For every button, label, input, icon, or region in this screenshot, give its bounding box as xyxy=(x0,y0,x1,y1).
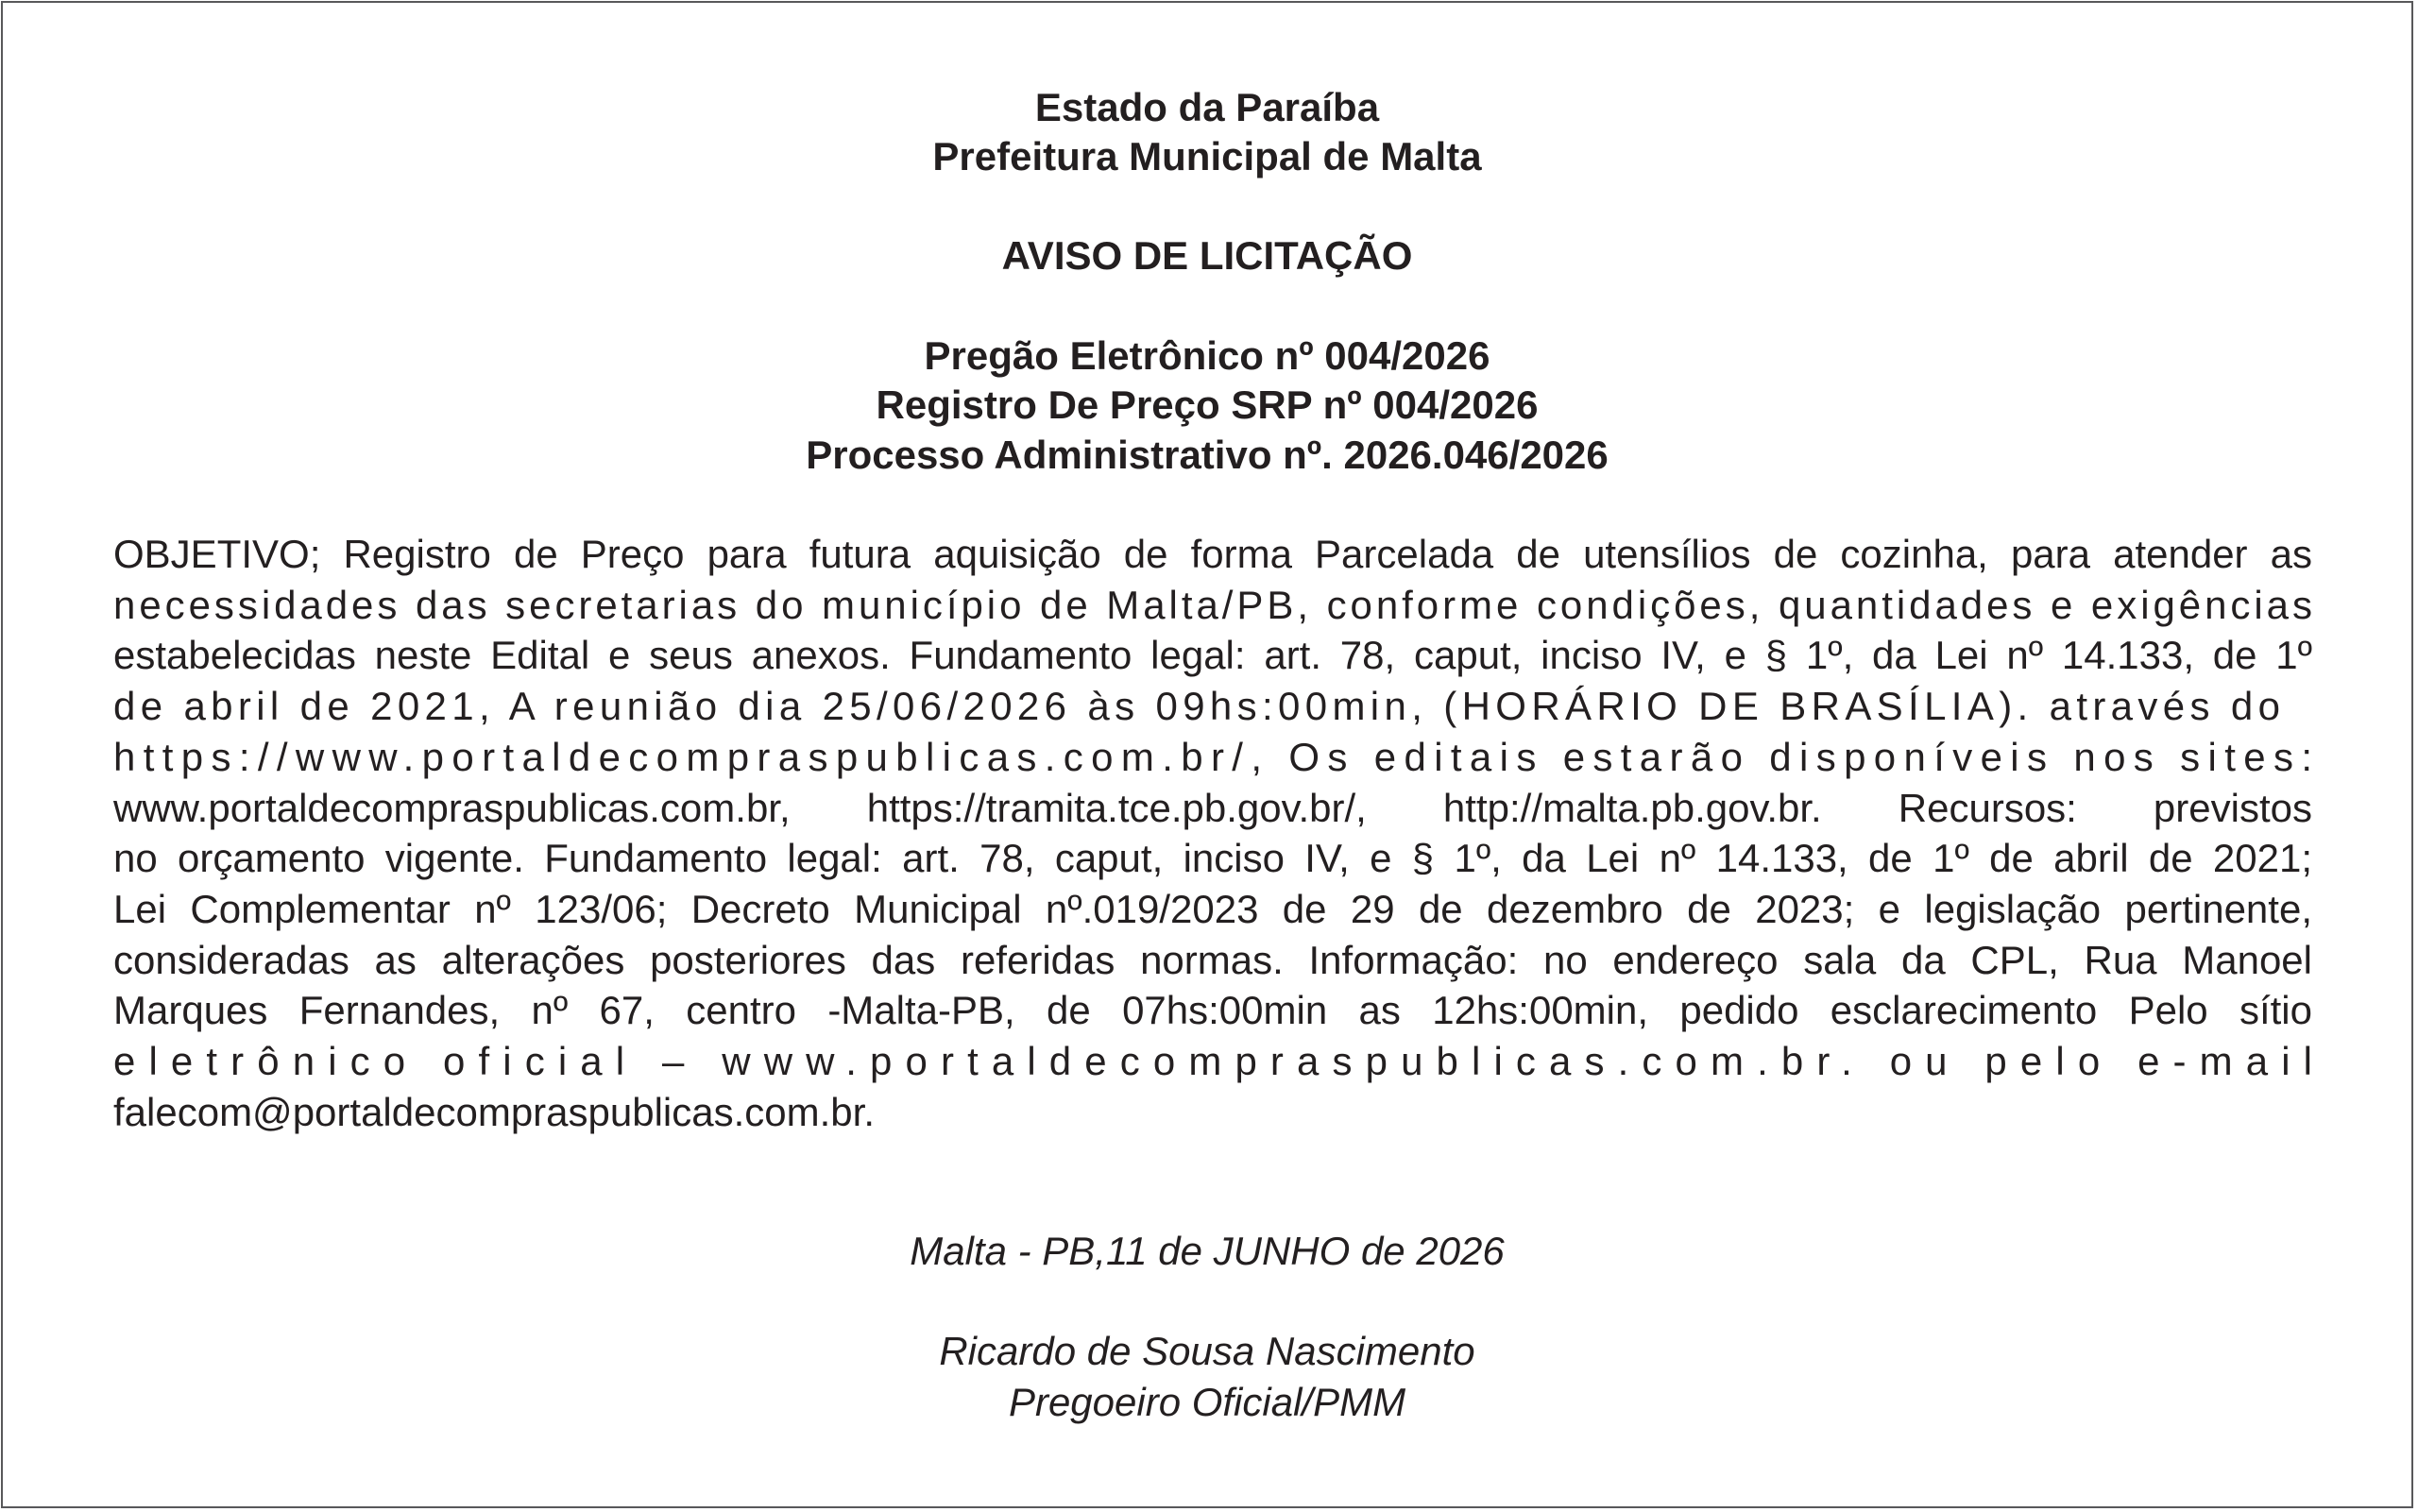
body-line: Lei Complementar nº 123/06; Decreto Municipal nº.019/2023 de 29 de dezembro de 2023; e legislação pertinente, xyxy=(113,886,2312,931)
municipality-heading: Prefeitura Municipal de Malta xyxy=(932,134,1482,178)
processo-number: Processo Administrativo nº. 2026.046/2026 xyxy=(806,433,1609,477)
signer-name: Ricardo de Sousa Nascimento xyxy=(939,1329,1475,1373)
registro-number: Registro De Preço SRP nº 004/2026 xyxy=(876,382,1539,427)
body-line: de abril de 2021, A reunião dia 25/06/2026 às 09hs:00min, (HORÁRIO DE BRASÍLIA). através do xyxy=(113,684,2286,729)
body-line: no orçamento vigente. Fundamento legal: art. 78, caput, inciso IV, e § 1º, da Lei nº 14.133, de 1º de abril de 2021; xyxy=(113,836,2312,881)
body-line: Marques Fernandes, nº 67, centro -Malta-PB, de 07hs:00min as 12hs:00min, pedido esclarecimento Pelo sítio xyxy=(113,988,2312,1033)
body-line: consideradas as alterações posteriores das referidas normas. Informação: no endereço sala da CPL, Rua Manoel xyxy=(113,937,2312,982)
notice-body xyxy=(113,529,2326,1137)
body-line: necessidades das secretarias do município de Malta/PB, conforme condições, quantidades e exigências xyxy=(113,582,2316,627)
body-line: falecom@portaldecompraspublicas.com.br. xyxy=(113,1089,875,1134)
body-line: https://www.portaldecompraspublicas.com.br/, Os editais estarão disponíveis nos sites: xyxy=(113,734,2321,779)
notice-frame xyxy=(1,1,2413,1508)
signer-role: Pregoeiro Oficial/PMM xyxy=(1008,1380,1406,1424)
state-heading: Estado da Paraíba xyxy=(1034,85,1380,129)
notice-title: AVISO DE LICITAÇÃO xyxy=(1001,233,1413,278)
pregao-number: Pregão Eletrônico nº 004/2026 xyxy=(924,333,1490,378)
body-line: www.portaldecompraspublicas.com.br, https://tramita.tce.pb.gov.br/, http://malta.pb.gov.br. Recursos: previstos xyxy=(113,785,2312,830)
body-line: OBJETIVO; Registro de Preço para futura aquisição de forma Parcelada de utensílios de cozinha, para atender as xyxy=(113,532,2312,576)
body-line: eletrônico oficial – www.portaldecompraspublicas.com.br. ou pelo e-mail xyxy=(113,1039,2326,1084)
body-line: estabelecidas neste Edital e seus anexos. Fundamento legal: art. 78, caput, inciso IV, e § 1º, da Lei nº 14.133, de 1º xyxy=(113,633,2312,678)
place-date: Malta - PB,11 de JUNHO de 2026 xyxy=(910,1229,1505,1273)
